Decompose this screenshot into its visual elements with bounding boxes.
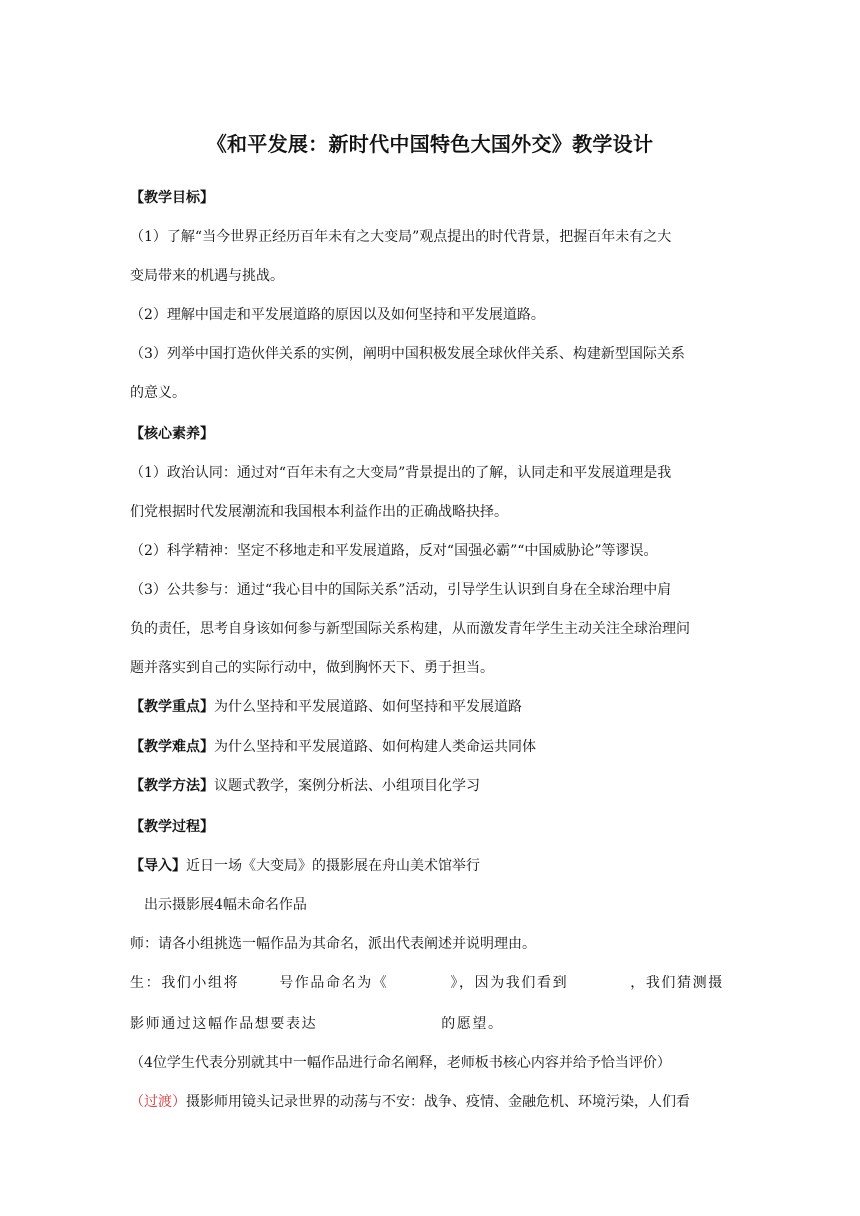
method-row bbox=[130, 776, 730, 796]
student-line-1 bbox=[130, 973, 730, 993]
goal-3-line-1: （3）列举中国打造伙伴关系的实例，阐明中国积极发展全球伙伴关系、构建新型国际关系 bbox=[130, 346, 685, 362]
difficulty-text: 为什么坚持和平发展道路、如何构建人类命运共同体 bbox=[214, 739, 536, 755]
keypoint-label: 【教学重点】 bbox=[130, 699, 214, 715]
goal-1-line-1: （1）了解“当今世界正经历百年未有之大变局”观点提出的时代背景，把握百年未有之大 bbox=[130, 229, 672, 245]
activity-note: （4位学生代表分别就其中一幅作品进行命名阐释，老师板书核心内容并给予恰当评价） bbox=[130, 1055, 671, 1071]
intro-label: 【导入】 bbox=[130, 858, 186, 874]
keypoint-row bbox=[130, 697, 730, 717]
difficulty-label: 【教学难点】 bbox=[130, 739, 214, 755]
difficulty-row bbox=[130, 737, 730, 757]
method-label: 【教学方法】 bbox=[130, 778, 214, 794]
literacy-3-line-2: 负的责任，思考自身该如何参与新型国际关系构建，从而激发青年学生主动关注全球治理问 bbox=[130, 621, 690, 637]
keypoint-text: 为什么坚持和平发展道路、如何坚持和平发展道路 bbox=[214, 699, 522, 715]
transition-text: 摄影师用镜头记录世界的动荡与不安：战争、疫情、金融危机、环境污染，人们看 bbox=[186, 1094, 690, 1110]
method-text: 议题式教学，案例分析法、小组项目化学习 bbox=[214, 778, 480, 794]
goal-1-line-2: 变局带来的机遇与挑战。 bbox=[130, 268, 284, 284]
literacy-3-line-3: 题并落实到自己的实际行动中，做到胸怀天下、勇于担当。 bbox=[130, 660, 494, 676]
process-heading: 【教学过程】 bbox=[130, 819, 214, 835]
student-text-e: 影师通过这幅作品想要表达 bbox=[130, 1016, 318, 1032]
goal-2: （2）理解中国走和平发展道路的原因以及如何坚持和平发展道路。 bbox=[130, 307, 545, 323]
student-text-d: ，我们猜测摄 bbox=[630, 975, 724, 991]
student-text-f: 的愿望。 bbox=[441, 1016, 504, 1032]
document-title: 《和平发展：新时代中国特色大国外交》教学设计 bbox=[206, 132, 654, 156]
student-text-a: 生：我们小组将 bbox=[130, 975, 240, 991]
transition-label: （过渡） bbox=[130, 1094, 186, 1110]
literacy-2: （2）科学精神：坚定不移地走和平发展道路，反对“国强必霸”“中国威胁论”等谬误。 bbox=[130, 543, 658, 559]
literacy-3-line-1: （3）公共参与：通过“我心目中的国际关系”活动，引导学生认识到自身在全球治理中肩 bbox=[130, 582, 672, 598]
literacy-1-line-1: （1）政治认同：通过对“百年未有之大变局”背景提出的了解，认同走和平发展道理是我 bbox=[130, 465, 672, 481]
transition-row bbox=[130, 1092, 730, 1112]
literacy-heading: 【核心素养】 bbox=[130, 426, 214, 442]
student-text-b: 号作品命名为《 bbox=[279, 975, 389, 991]
goal-3-line-2: 的意义。 bbox=[130, 385, 186, 401]
intro-text: 近日一场《大变局》的摄影展在舟山美术馆举行 bbox=[186, 858, 480, 874]
goals-heading: 【教学目标】 bbox=[130, 190, 214, 206]
teacher-line: 师：请各小组挑选一幅作品为其命名，派出代表阐述并说明理由。 bbox=[130, 936, 536, 952]
student-line-2 bbox=[130, 1014, 730, 1034]
show-works: 出示摄影展4幅未命名作品 bbox=[144, 897, 307, 913]
intro-row bbox=[130, 856, 730, 876]
student-text-c: 》，因为我们看到 bbox=[450, 975, 569, 991]
literacy-1-line-2: 们党根据时代发展潮流和我国根本利益作出的正确战略抉择。 bbox=[130, 504, 508, 520]
